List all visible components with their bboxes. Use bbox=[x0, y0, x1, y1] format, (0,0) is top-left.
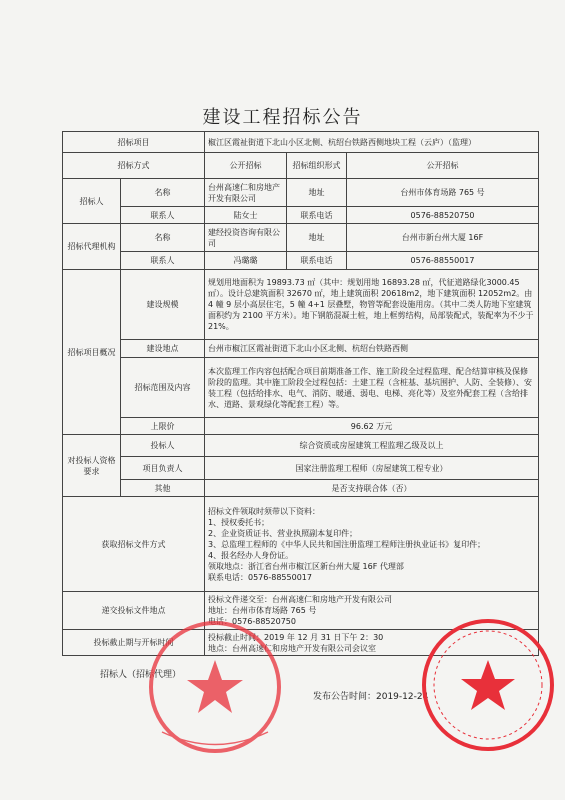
label-tenderer-address: 地址 bbox=[287, 179, 347, 207]
ceiling-value: 96.62 万元 bbox=[205, 418, 539, 435]
label-scope: 招标范围及内容 bbox=[121, 358, 205, 418]
label-tenderer-contact: 联系人 bbox=[121, 207, 205, 224]
label-agency-name: 名称 bbox=[121, 224, 205, 252]
table-row bbox=[63, 132, 539, 153]
label-agency-phone: 联系电话 bbox=[287, 252, 347, 270]
submit-line: 电话：0576-88520750 bbox=[208, 617, 296, 626]
tenderer-phone: 0576-88520750 bbox=[347, 207, 539, 224]
method-value: 公开招标 bbox=[205, 153, 287, 179]
org-form-value: 公开招标 bbox=[347, 153, 539, 179]
table-row bbox=[63, 207, 539, 224]
table-row bbox=[63, 435, 539, 457]
publish-date: 发布公告时间：2019-12-24 bbox=[313, 692, 429, 702]
page-title: 建设工程招标公告 bbox=[202, 107, 363, 128]
submit-line: 地址：台州市体育场路 765 号 bbox=[208, 606, 317, 615]
table-row bbox=[63, 179, 539, 207]
obtain-line: 4、报名经办人身份证。 bbox=[208, 550, 294, 560]
tenderer-signature: 招标人（招标代理） bbox=[100, 670, 182, 680]
tenderer-contact: 陆女士 bbox=[205, 207, 287, 224]
label-scale: 建设规模 bbox=[121, 270, 205, 340]
obtain-line: 3、总监理工程师的《中华人民共和国注册监理工程师注册执业证书》复印件； bbox=[208, 539, 486, 549]
table-row bbox=[63, 358, 539, 418]
table-row bbox=[63, 252, 539, 270]
obtain-line: 招标文件领取时须带以下资料： bbox=[208, 506, 320, 516]
table-row bbox=[63, 497, 539, 592]
tenderer-seal-icon bbox=[140, 612, 290, 762]
deadline-line: 投标截止时间：2019 年 12 月 31 日下午 2：30 bbox=[208, 632, 384, 642]
label-project: 招标项目 bbox=[63, 132, 205, 153]
label-other: 其他 bbox=[121, 480, 205, 497]
label-submit: 递交投标文件地点 bbox=[63, 592, 205, 630]
label-agency-contact: 联系人 bbox=[121, 252, 205, 270]
table-row bbox=[63, 340, 539, 358]
agency-seal-icon bbox=[413, 610, 563, 760]
label-tenderer-name: 名称 bbox=[121, 179, 205, 207]
other-value: 是否支持联合体（否） bbox=[205, 480, 539, 497]
label-deadline: 投标截止期与开标时间 bbox=[63, 630, 205, 656]
label-obtain: 获取招标文件方式 bbox=[63, 497, 205, 592]
bidder-value: 综合资质或房屋建筑工程监理乙级及以上 bbox=[205, 435, 539, 457]
deadline-line: 地点：台州高速仁和房地产开发有限公司会议室 bbox=[208, 643, 376, 653]
agency-contact: 冯璐璐 bbox=[205, 252, 287, 270]
agency-address: 台州市新台州大厦 16F bbox=[347, 224, 539, 252]
label-agency: 招标代理机构 bbox=[63, 224, 121, 270]
obtain-line: 联系电话：0576-88550017 bbox=[208, 572, 312, 582]
label-bidder: 投标人 bbox=[121, 435, 205, 457]
obtain-line: 领取地点：浙江省台州市椒江区新台州大厦 16F 代理部 bbox=[208, 561, 404, 571]
label-tenderer-phone: 联系电话 bbox=[287, 207, 347, 224]
table-row bbox=[63, 480, 539, 497]
label-method: 招标方式 bbox=[63, 153, 205, 179]
tenderer-address: 台州市体育场路 765 号 bbox=[347, 179, 539, 207]
agency-phone: 0576-88550017 bbox=[347, 252, 539, 270]
obtain-value bbox=[205, 497, 539, 592]
tenderer-name: 台州高速仁和房地产开发有限公司 bbox=[205, 179, 287, 207]
agency-name: 建经投资咨询有限公司 bbox=[205, 224, 287, 252]
label-requirements: 对投标人资格要求 bbox=[63, 435, 121, 497]
obtain-line: 1、授权委托书； bbox=[208, 517, 270, 527]
label-pm: 项目负责人 bbox=[121, 457, 205, 480]
label-location: 建设地点 bbox=[121, 340, 205, 358]
tender-table bbox=[62, 131, 539, 656]
label-ceiling: 上限价 bbox=[121, 418, 205, 435]
submit-line: 投标文件递交至：台州高速仁和房地产开发有限公司 bbox=[208, 595, 392, 604]
obtain-line: 2、企业资质证书、营业执照副本复印件； bbox=[208, 528, 358, 538]
label-org-form: 招标组织形式 bbox=[287, 153, 347, 179]
pm-value: 国家注册监理工程师（房屋建筑工程专业） bbox=[205, 457, 539, 480]
project-name: 椒江区霞祉街道下北山小区北侧、杭绍台铁路西侧地块工程（云庐）（监理） bbox=[205, 132, 539, 153]
table-row bbox=[63, 224, 539, 252]
location-value: 台州市椒江区霞祉街道下北山小区北侧、杭绍台铁路西侧 bbox=[205, 340, 539, 358]
scale-value: 规划用地面积为 19893.73 ㎡（其中：规划用地 16893.28 ㎡，代征道路绿化3000.45 ㎡）。设计总建筑面积 32670 ㎡，地上建筑面积 20618m2，地下建筑面积 12052m2。由 4 幢 9 层小高层住宅，5 幢 4+1 层叠墅，物管等配套设施用房。（其中二类人防地下室建筑面积约为 2100 平方米）。地下钢筋混凝土桩，地上框剪结构，局部装配式，装配率为不少于 21%。 bbox=[205, 270, 539, 340]
table-row bbox=[63, 457, 539, 480]
table-row bbox=[63, 270, 539, 340]
label-tenderer: 招标人 bbox=[63, 179, 121, 224]
label-agency-address: 地址 bbox=[287, 224, 347, 252]
table-row bbox=[63, 153, 539, 179]
label-overview: 招标项目概况 bbox=[63, 270, 121, 435]
scope-value: 本次监理工作内容包括配合项目前期准备工作、施工阶段全过程监理、配合结算审核及保修阶段的监理。其中施工阶段全过程包括：土建工程（含桩基、基坑围护、人防、全装修）、安装工程（包括给排水、电气、消防、暖通、弱电、电梯、亮化等）及室外配套工程（含给排水、道路、景观绿化等配套工程）等。 bbox=[205, 358, 539, 418]
table-row bbox=[63, 418, 539, 435]
